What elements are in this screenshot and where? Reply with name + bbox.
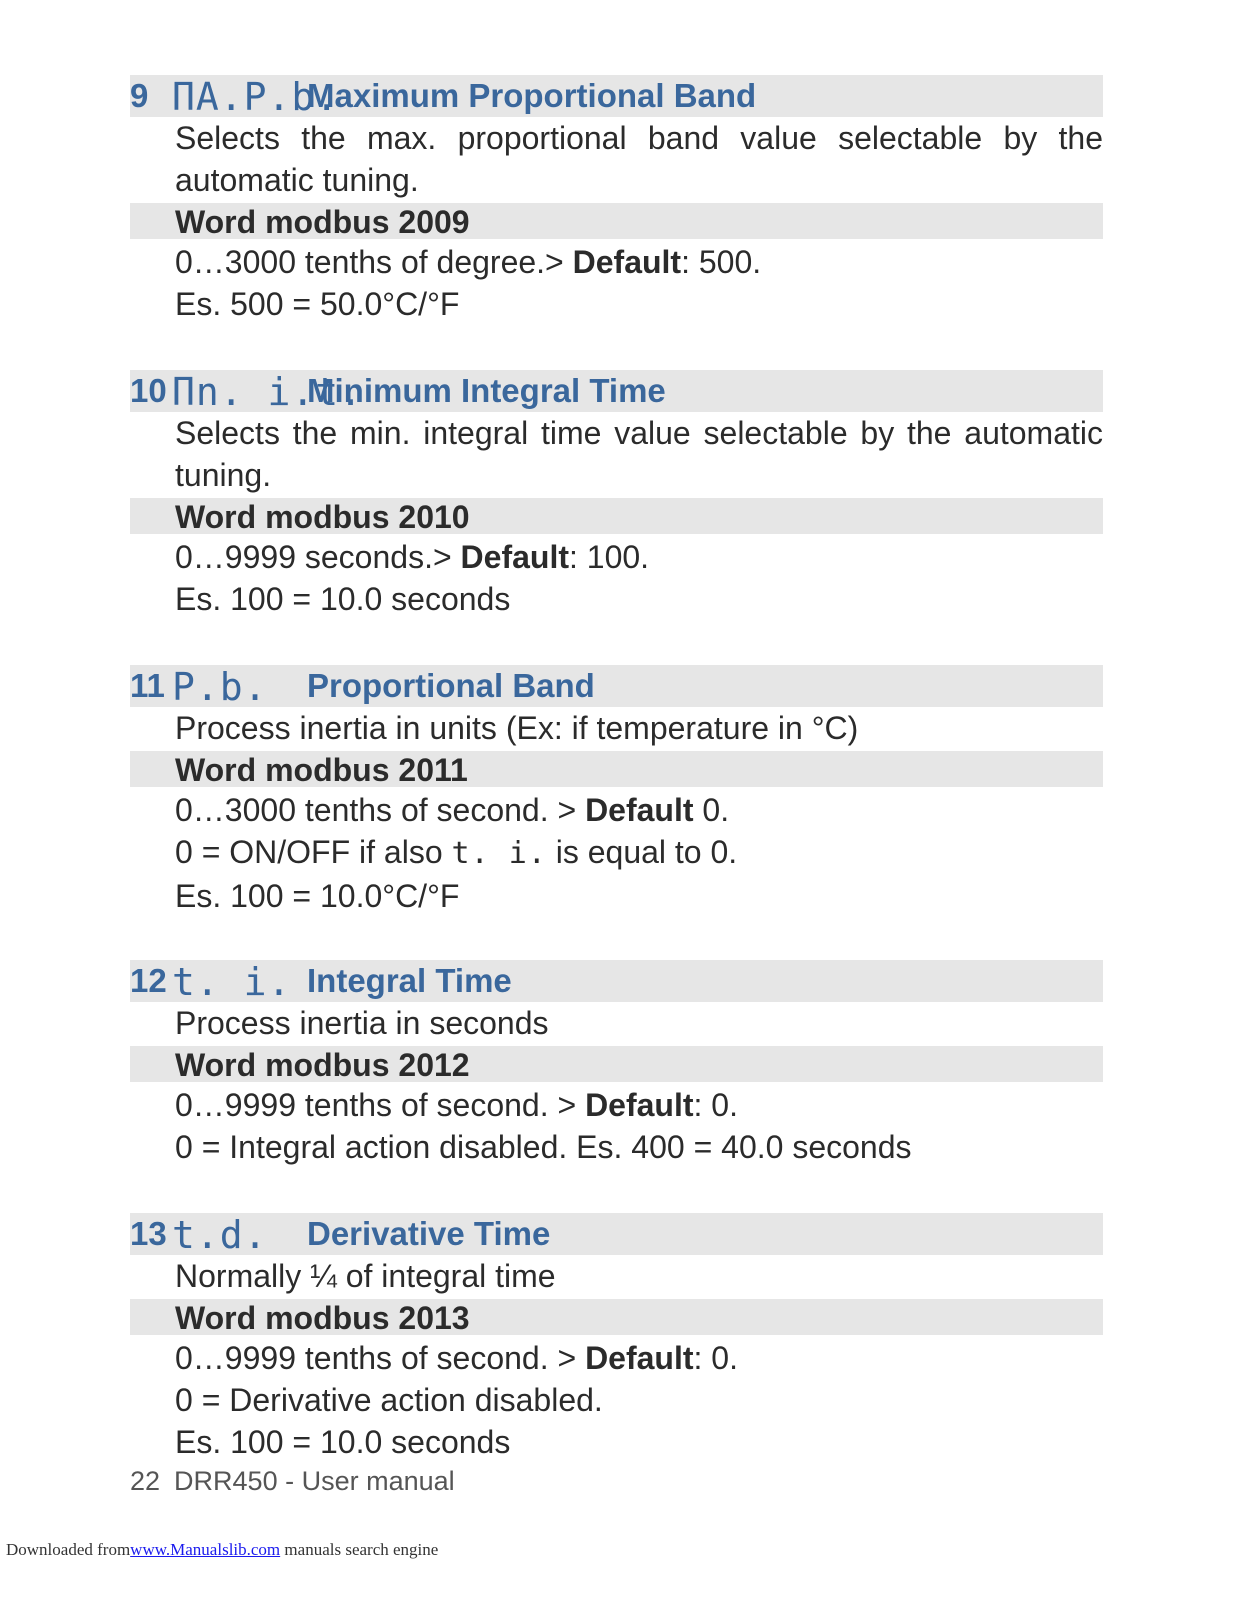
manualslib-link[interactable]: www.Manualslib.com — [130, 1540, 281, 1559]
example-line: Es. 100 = 10.0°C/°F — [175, 878, 460, 914]
range-line: 0…9999 seconds.> Default: 100. — [175, 539, 650, 575]
section-title: Integral Time — [307, 962, 512, 999]
section-13 — [130, 1213, 1103, 1463]
section-number: 10 — [130, 372, 167, 409]
range-line: 0…9999 tenths of second. > Default: 0. — [175, 1340, 738, 1376]
example-line: Es. 100 = 10.0 seconds — [175, 1424, 511, 1460]
display-code: Пn. i.t. — [172, 370, 364, 414]
onoff-line: 0 = ON/OFF if also t. i. is equal to 0. — [175, 834, 738, 871]
section-description: Selects the max. proportional band value selectable by the automatic tuning. — [175, 120, 1103, 198]
section-header — [130, 960, 1103, 1002]
example-line: Es. 100 = 10.0 seconds — [175, 581, 511, 617]
section-description: Process inertia in seconds — [175, 1005, 549, 1041]
section-title: Minimum Integral Time — [307, 372, 666, 409]
range-line: 0…3000 tenths of degree.> Default: 500. — [175, 244, 762, 280]
section-number: 12 — [130, 962, 167, 999]
word-modbus: Word modbus 2013 — [130, 1299, 1103, 1335]
section-10 — [130, 370, 1103, 620]
word-modbus: Word modbus 2009 — [130, 203, 1103, 239]
example-line: Es. 500 = 50.0°C/°F — [175, 286, 460, 322]
disabled-line: 0 = Derivative action disabled. — [175, 1382, 603, 1418]
section-description: Process inertia in units (Ex: if temperature in °C) — [175, 710, 859, 746]
section-number: 11 — [130, 667, 165, 704]
inline-display-code: t. i. — [451, 836, 547, 871]
manual-title: DRR450 - User manual — [174, 1466, 455, 1496]
section-header — [130, 665, 1103, 707]
display-code: P.b. — [172, 665, 268, 709]
section-header — [130, 370, 1103, 412]
page-footer — [130, 1466, 455, 1497]
word-modbus: Word modbus 2011 — [130, 751, 1103, 787]
section-title: Maximum Proportional Band — [307, 77, 757, 114]
section-title: Derivative Time — [307, 1215, 551, 1252]
download-banner: Downloaded fromwww.Manualslib.com manuals search engine — [6, 1540, 439, 1559]
section-12 — [130, 960, 1103, 1168]
section-description: Normally ¼ of integral time — [175, 1258, 556, 1294]
example-line: 0 = Integral action disabled. Es. 400 = 40.0 seconds — [175, 1129, 912, 1165]
range-line: 0…3000 tenths of second. > Default 0. — [175, 792, 730, 828]
section-title: Proportional Band — [307, 667, 595, 704]
page-number: 22 — [130, 1466, 161, 1496]
section-number: 13 — [130, 1215, 167, 1252]
range-line: 0…9999 tenths of second. > Default: 0. — [175, 1087, 738, 1123]
word-modbus: Word modbus 2012 — [130, 1046, 1103, 1082]
display-code: t. i. — [172, 960, 292, 1004]
section-description: Selects the min. integral time value selectable by the automatic tuning. — [175, 415, 1103, 493]
display-code: t.d. — [172, 1213, 268, 1257]
section-9 — [130, 75, 1103, 325]
word-modbus: Word modbus 2010 — [130, 498, 1103, 534]
section-11 — [130, 665, 1103, 917]
section-header — [130, 1213, 1103, 1255]
section-header — [130, 75, 1103, 117]
section-number: 9 — [130, 77, 149, 114]
display-code: ПА.P.b. — [172, 75, 340, 119]
